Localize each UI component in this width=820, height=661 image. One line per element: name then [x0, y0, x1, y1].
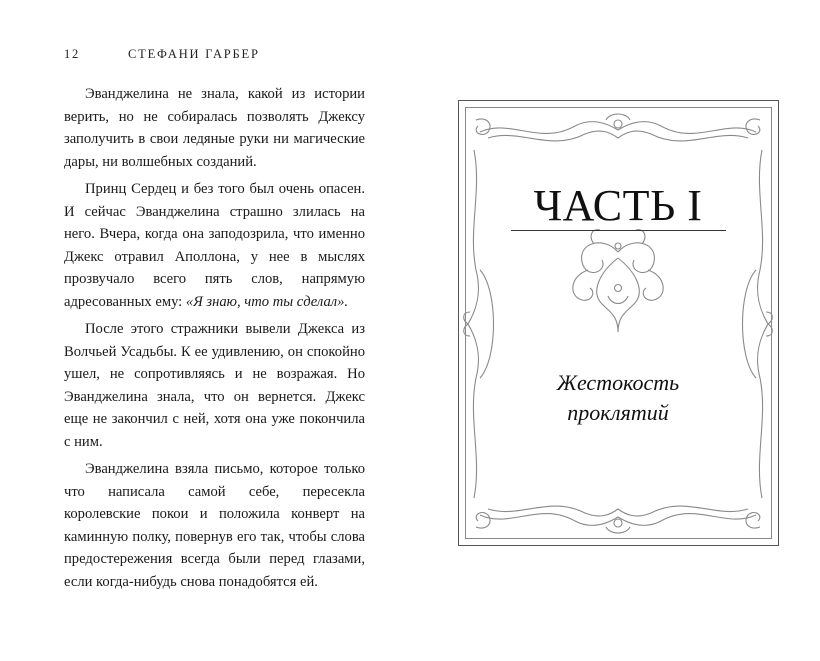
paragraph: Эванджелина взяла письмо, которое только что написала самой себе, пересекла королевские покои и положила конверт на каминную полку, повернув его так, чтобы слова предостережения всегда были перед глазами, если когда-нибудь снова понадобятся ей. [64, 461, 365, 590]
body-text [64, 83, 365, 593]
subtitle-line: Жестокость [556, 370, 680, 395]
running-head [64, 47, 260, 62]
paragraph: Эванджелина не знала, какой из истории верить, но не собиралась позволять Джексу заполучить в свои ледяные руки ни магические дары, ни волшебных созданий. [64, 86, 365, 170]
italic-quote: «Я знаю, что ты сделал». [185, 293, 349, 310]
page-number: 12 [64, 47, 81, 61]
part-title: ЧАСТЬ I [533, 181, 703, 230]
title-rule [511, 230, 726, 231]
part-subtitle [520, 368, 716, 428]
subtitle-line: проклятий [567, 400, 669, 425]
right-page [410, 0, 820, 661]
paragraph-text: Принц Сердец и без того был очень опасен. И сейчас Эванджелина страшно злилась на него. Вчера, когда она заподозрила, что именно Джекс отравил Аполлона, у нее в мыслях прозвучало всего пять слов, напрямую адресованных ему: [64, 181, 365, 310]
paragraph [64, 178, 365, 313]
paragraph: После этого стражники вывели Джекса из Волчьей Усадьбы. К ее удивлению, он спокойно ушел, не сопротивляясь и не возражая. Но Эванджелина знала, что он вернется. Джекс еще не закончил с ней, хотя она уже покончила с ним. [64, 321, 365, 450]
ornamental-border [410, 0, 820, 661]
author-name: СТЕФАНИ ГАРБЕР [128, 47, 260, 61]
